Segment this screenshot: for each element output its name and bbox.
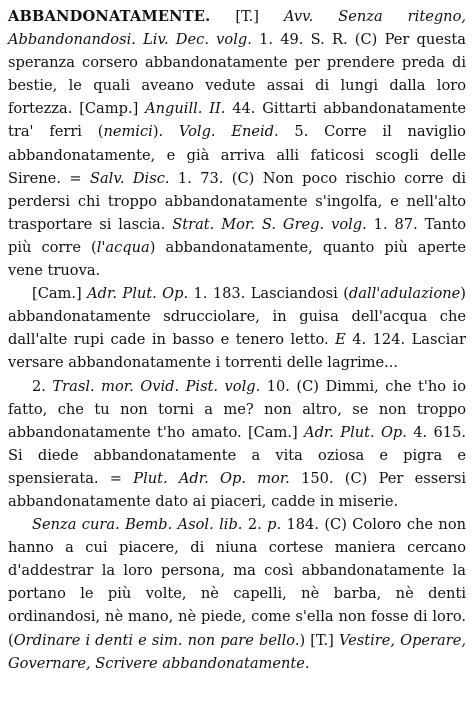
citation-italic: Plut. Adr. Op. mor. [133,469,290,487]
entry-paragraph-3 [8,375,466,514]
entry-text: 184. (C) Coloro che non hanno a cui piacere, di niuna cortese maniera cercano d'addestrar la loro persona, ma così abbandonatamente la portano le più volte, nè capelli, nè barba, nè denti ordinandosi, nè mano, nè piede, come s'ella non fosse di loro. ( [8,516,466,649]
entry-text: ). [152,123,179,141]
citation-italic: Salv. Disc. [89,169,170,187]
entry-paragraph-1 [8,5,466,282]
entry-text: 150. (C) Per essersi abbandonatamente dato ai piaceri, cadde in miserie. [8,469,466,510]
citation-italic: l'acqua [96,238,150,256]
citation-italic: dall'adulazione [348,285,461,303]
entry-text: [Cam.] [32,285,88,303]
citation-italic: p. [267,516,282,534]
citation-italic: Anguill. II. [145,100,226,118]
entry-paragraph-4 [8,513,466,675]
citation-italic: Adr. Plut. Op. [304,423,407,441]
entry-text: 4. 124. Lasciar versare abbandonatamente i torrenti delle lagrime... [8,331,466,372]
citation-italic: Trasl. mor. Ovid. Pist. volg. [52,377,261,395]
citation-italic: Vestire, Operare, Governare, Scrivere abbandonatamente. [8,631,466,672]
entry-text: 2. [32,377,53,395]
entry-text: ) [T.] [299,631,339,649]
entry-text: 44. Gittarti abbandonatamente tra' ferri ( [8,100,466,141]
citation-italic: Adr. Plut. Op. [87,285,189,303]
entry-text: 4. 615. Si diede abbandonatamente a vita oziosa e pigra e spensierata. = [8,423,466,487]
headword: ABBANDONATAMENTE. [8,8,211,25]
entry-text: [T.] [210,8,284,25]
citation-italic: Senza cura. Bemb. Asol. lib. [32,516,243,534]
entry-text: ) abbandonatamente sdrucciolare, in guisa dell'acqua che dall'alte rupi cade in basso e tenero letto. [8,285,466,349]
entry-text: ) abbandonatamente, quanto più aperte vene truova. [8,238,466,280]
entry-text: 1. 73. (C) Non poco rischio corre di perdersi chi troppo abbandonatamente s'ingolfa, e nell'alto trasportare si lascia. [8,169,467,233]
entry-text: 10. (C) Dimmi, che t'ho io fatto, che tu non torni a me? non altro, se non troppo abbandonatamente t'ho amato. [Cam.] [8,377,466,441]
citation-italic: Strat. Mor. S. Greg. volg. [172,215,367,233]
entry-text: 2. [242,516,268,534]
citation-italic: Volg. Eneid. [178,123,279,141]
citation-italic: E [335,331,346,349]
citation-italic: Ordinare i denti e sim. non pare bello. [13,631,300,649]
entry-text: 1. 49. S. R. (C) Per questa speranza corsero abbandonatamente per prendere preda di bestie, le quali aveano vedute assai di lungi dalla loro fortezza. [Camp.] [8,31,466,118]
entry-paragraph-2 [8,282,466,374]
entry-text: 5. Corre il naviglio abbandonatamente, e già arriva alli faticosi scogli delle Sirene. = [8,123,466,187]
dictionary-entry [8,5,466,675]
entry-text: 1. 87. Tanto più corre ( [8,215,466,256]
citation-italic: Avv. Senza ritegno, Abbandonandosi. Liv. Dec. volg. [8,8,466,49]
citation-italic: nemici [103,123,153,141]
entry-text: 1. 183. Lasciandosi ( [188,285,349,303]
